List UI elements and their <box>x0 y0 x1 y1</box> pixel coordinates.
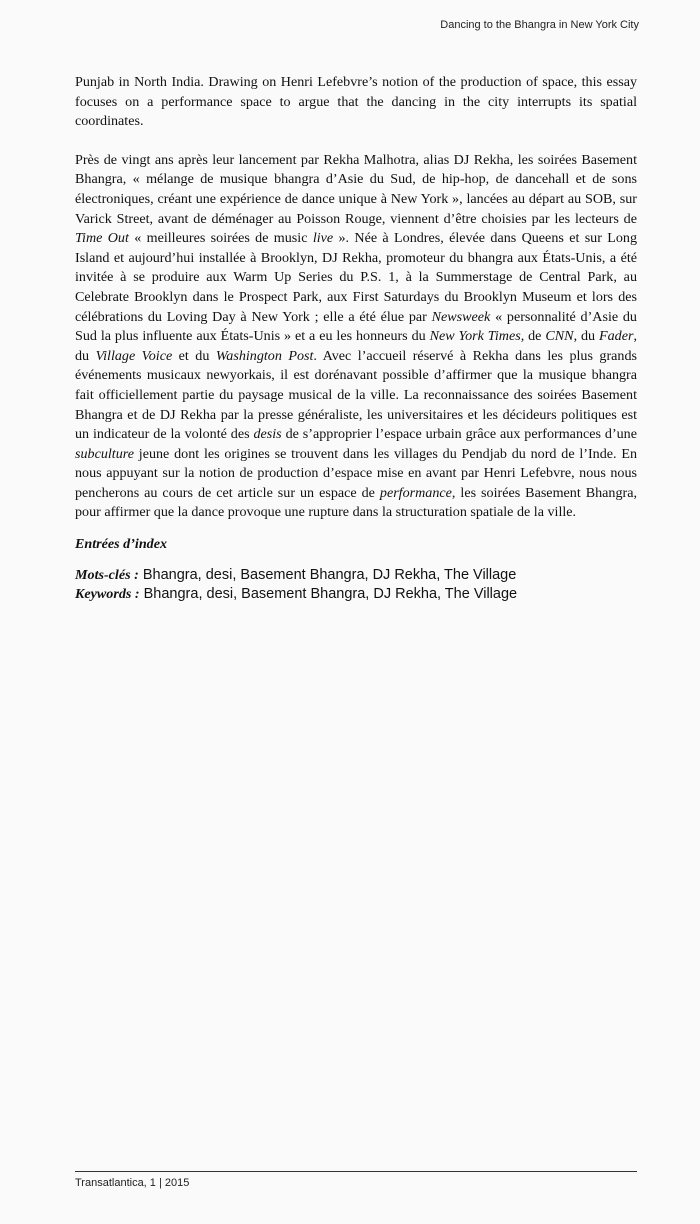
text-run: , du <box>573 328 600 345</box>
text-run: « meilleures soirées de music <box>128 230 313 247</box>
italic-run: CNN <box>545 328 574 345</box>
abstract-english-tail: Punjab in North India. Drawing on Henri Lefebvre’s notion of the production of space, this essay focuses on a performance space to argue that the dancing in the city interrupts its spatial coordinates. <box>75 74 637 130</box>
italic-run: desis <box>253 426 282 443</box>
italic-run: New York Times <box>429 328 521 345</box>
keywords-values: Bhangra, desi, Basement Bhangra, DJ Rekha, The Village <box>139 585 518 602</box>
italic-run: Fader <box>599 328 634 345</box>
italic-run: Newsweek <box>431 308 491 325</box>
text-run: , de <box>520 328 546 345</box>
text-run: jeune dont les origines se trouvent dans les villages du Pendjab du nord de l’Inde. En nous appuyant sur la notion de production d’espace mise en avant par Henri Lefebvre, nous nous pencherons au cours de cet article sur un espace de <box>75 445 637 501</box>
article-body <box>75 73 637 604</box>
motscles-line <box>75 566 637 585</box>
italic-run: subculture <box>75 445 134 462</box>
footer-citation: Transatlantica, 1 | 2015 <box>75 1177 190 1189</box>
text-run: « personnalité d’Asie du Sud la plus influente aux États-Unis » et a eu les honneurs du <box>75 308 637 345</box>
text-run: ». Née à Londres, élevée dans Queens et sur Long Island et aujourd’hui installée à Brooklyn, DJ Rekha, promoteur du bhangra aux États-Unis, a été invitée à se produire aux Warm Up Series du P.S. 1, à la Summerstage de Central Park, au Celebrate Brooklyn dans le Prospect Park, aux First Saturdays du Brooklyn Museum et lors des célébrations du Loving Day à New York ; elle a été élue par <box>75 230 638 325</box>
text-run: Près de vingt ans après leur lancement par Rekha Malhotra, alias DJ Rekha, les soirées Basement Bhangra, « mélange de musique bhangra d’Asie du Sud, de hip-hop, de dancehall et de sons électroniques, créant une expérience de dance unique à New York », lancées au départ au SOB, sur Varick Street, avant de déménager au Poisson Rouge, viennent d’être choisies par les lecteurs de <box>75 151 637 227</box>
italic-run: Time Out <box>75 230 129 247</box>
index-heading: Entrées d’index <box>75 536 168 553</box>
footer-rule <box>75 1171 637 1172</box>
italic-run: live <box>312 230 334 247</box>
text-run: de s’approprier l’espace urbain grâce aux performances d’une <box>281 426 637 443</box>
text-run: , du <box>75 328 637 364</box>
italic-run: Village Voice <box>95 347 173 364</box>
text-run: et du <box>172 347 216 364</box>
text-run: , les soirées Basement Bhangra, pour affirmer que la dance provoque une rupture dans la structuration spatiale de la ville. <box>75 484 637 521</box>
motscles-values: Bhangra, desi, Basement Bhangra, DJ Rekha, The Village <box>138 566 517 583</box>
italic-run: performance <box>379 484 452 501</box>
text-run: . Avec l’accueil réservé à Rekha dans les plus grands événements musicaux newyorkais, il est dorénavant possible d’affirmer que la musique bhangra fait officiellement partie du paysage musical de la ville. La reconnaissance des soirées Basement Bhangra et de DJ Rekha par la presse généraliste, les universitaires et les décideurs politiques est un indicateur de la volonté des <box>75 347 637 443</box>
italic-run: Washington Post <box>215 347 314 364</box>
motscles-label: Mots-clés : <box>75 566 139 583</box>
running-head: Dancing to the Bhangra in New York City <box>440 19 639 31</box>
resume-french <box>75 151 637 523</box>
keywords-label: Keywords : <box>75 585 140 602</box>
keywords-line <box>75 585 637 604</box>
